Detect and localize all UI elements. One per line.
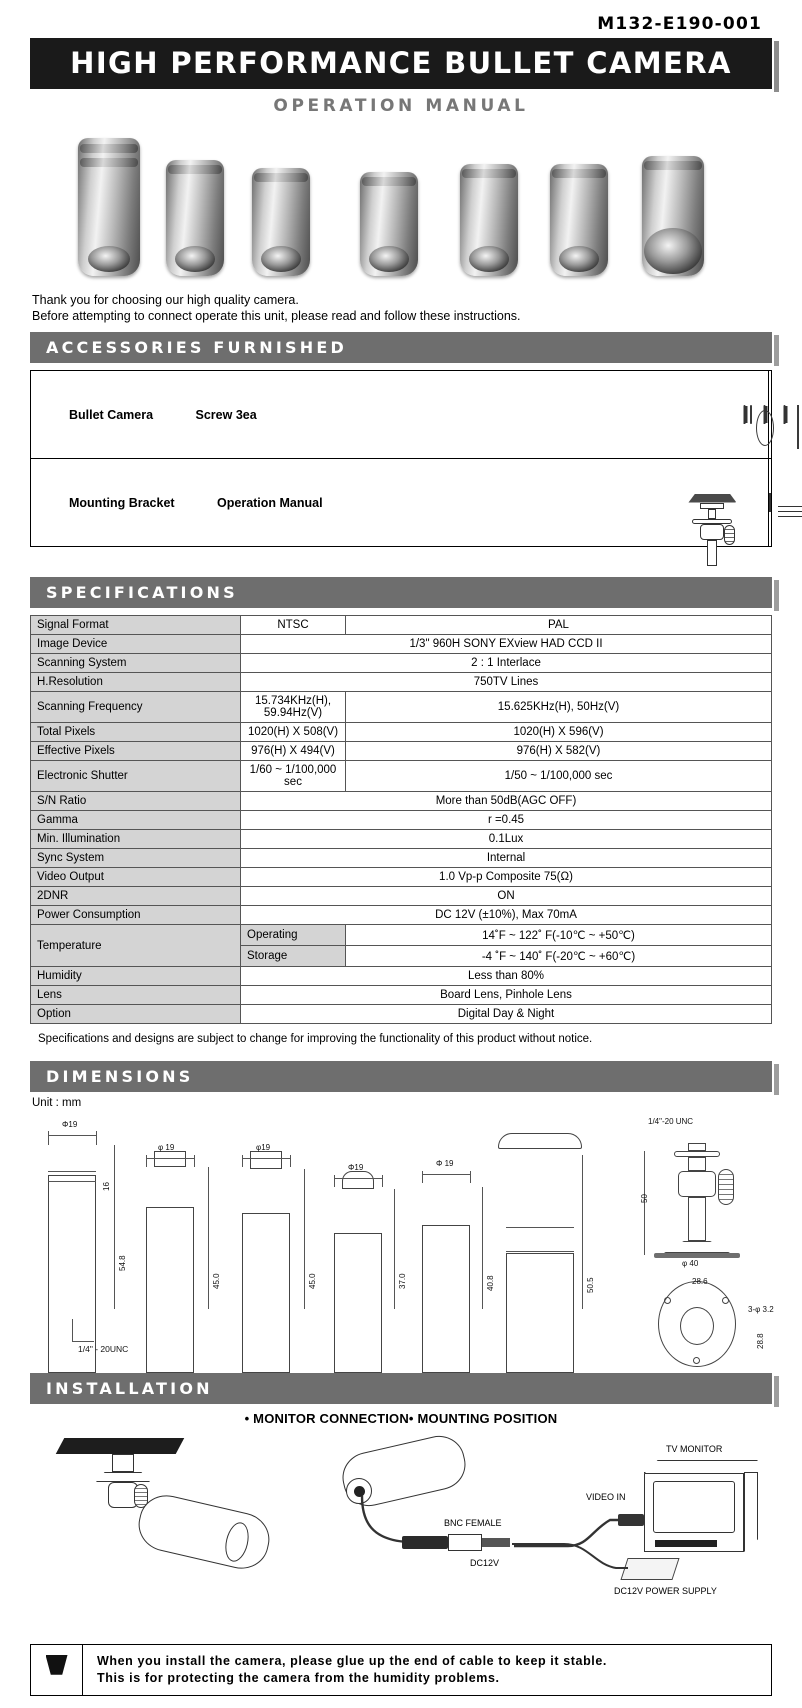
- product-photo-row: [30, 124, 772, 284]
- spec-value-pal: 976(H) X 582(V): [346, 742, 772, 761]
- spec-value: Internal: [241, 849, 772, 868]
- accessory-cell-mounting-bracket: [31, 459, 769, 547]
- table-row: [31, 868, 772, 887]
- spec-key: Lens: [31, 986, 241, 1005]
- monitor-screen: [653, 1481, 735, 1533]
- table-row: [31, 887, 772, 906]
- warning-text: [83, 1645, 607, 1695]
- operation-manual-icon: [769, 494, 771, 512]
- spec-key: S/N Ratio: [31, 792, 241, 811]
- table-row: [31, 654, 772, 673]
- camera-photo-4: [360, 172, 418, 276]
- dim-camera-2: [146, 1207, 194, 1373]
- spec-value-ntsc: 1020(H) X 508(V): [241, 723, 346, 742]
- warning-icon: [31, 1645, 83, 1695]
- intro-line-1: Thank you for choosing our high quality camera.: [32, 293, 299, 307]
- label-power-supply: DC12V POWER SUPPLY: [614, 1586, 717, 1596]
- table-row: [31, 792, 772, 811]
- spec-key: 2DNR: [31, 887, 241, 906]
- table-row-temperature-operating: [31, 925, 772, 946]
- table-row: [31, 967, 772, 986]
- dim-thread-label: 1/4" - 20UNC: [78, 1344, 129, 1354]
- spec-value: More than 50dB(AGC OFF): [241, 792, 772, 811]
- spec-value-ntsc: 1/60 ~ 1/100,000 sec: [241, 761, 346, 792]
- spec-key: Gamma: [31, 811, 241, 830]
- dim-diameter-2: φ 19: [158, 1143, 175, 1152]
- spec-value-ntsc: 15.734KHz(H), 59.94Hz(V): [241, 692, 346, 723]
- spec-key: Option: [31, 1005, 241, 1024]
- dim-diameter-4: Φ19: [348, 1163, 364, 1172]
- monitor-controls: [655, 1540, 717, 1547]
- spec-key: Effective Pixels: [31, 742, 241, 761]
- dim-bracket-hole-offset: 28.8: [756, 1333, 765, 1349]
- dim-bracket-hole-span: 28.6: [692, 1277, 708, 1286]
- power-cable: [512, 1542, 630, 1582]
- spec-value: 750TV Lines: [241, 673, 772, 692]
- warning-line-2: This is for protecting the camera from the humidity problems.: [97, 1671, 500, 1685]
- dimensions-drawing: [30, 1111, 772, 1373]
- dim-height-6: 50.5: [586, 1277, 595, 1293]
- exclamation-icon: [46, 1655, 68, 1685]
- table-row: [31, 1005, 772, 1024]
- specifications-table: [30, 615, 772, 1024]
- table-row: [31, 459, 772, 547]
- dim-height-3: 45.0: [308, 1273, 317, 1289]
- label-dc12v: DC12V: [470, 1558, 500, 1568]
- dim-bracket-hole-spec: 3-φ 3.2: [748, 1305, 774, 1314]
- page-subtitle: OPERATION MANUAL: [273, 96, 529, 116]
- dim-camera-6: [506, 1253, 574, 1373]
- accessory-cell-manual: [769, 459, 772, 547]
- spec-key: Humidity: [31, 967, 241, 986]
- table-row: [31, 692, 772, 723]
- dim-diameter-3: φ19: [256, 1143, 271, 1152]
- spec-key: Video Output: [31, 868, 241, 887]
- spec-key: Min. Illumination: [31, 830, 241, 849]
- dim-height-1: 54.8: [118, 1255, 127, 1271]
- dim-camera-5: [422, 1225, 470, 1373]
- accessory-label-operation-manual: Operation Manual: [217, 495, 323, 510]
- table-row: [31, 616, 772, 635]
- spec-value: 1/3" 960H SONY EXview HAD CCD II: [241, 635, 772, 654]
- ceiling-plate: [56, 1438, 185, 1454]
- spec-value-operating: 14˚F ~ 122˚ F(-10℃ ~ +50℃): [346, 925, 772, 946]
- intro-line-2: Before attempting to connect operate this unit, please read and follow these instructions.: [32, 309, 521, 323]
- spec-subkey-operating: Operating: [241, 925, 346, 946]
- spec-value: 1.0 Vp-p Composite 75(Ω): [241, 868, 772, 887]
- mount-flange: [96, 1472, 150, 1482]
- table-row: [31, 986, 772, 1005]
- dimensions-unit: Unit : mm: [32, 1097, 82, 1109]
- table-row: [31, 723, 772, 742]
- dim-height-2: 45.0: [212, 1273, 221, 1289]
- spec-key: Power Consumption: [31, 906, 241, 925]
- spec-value: DC 12V (±10%), Max 70mA: [241, 906, 772, 925]
- bnc-connector-female: [448, 1534, 482, 1551]
- table-row: [31, 635, 772, 654]
- bnc-barrel: [482, 1538, 510, 1547]
- table-row: [31, 673, 772, 692]
- spec-value-storage: -4 ˚F ~ 140˚ F(-20℃ ~ +60℃): [346, 946, 772, 967]
- spec-value: Less than 80%: [241, 967, 772, 986]
- dim-camera-4: [334, 1233, 382, 1373]
- screws-icon: [744, 406, 797, 424]
- table-row: [31, 371, 772, 459]
- camera-photo-7: [642, 156, 704, 276]
- camera-photo-2: [166, 160, 224, 276]
- table-row: [31, 906, 772, 925]
- spec-value: ON: [241, 887, 772, 906]
- label-video-in: VIDEO IN: [586, 1492, 626, 1502]
- dim-sub-1: 16: [102, 1182, 111, 1191]
- camera-photo-6: [550, 164, 608, 276]
- spec-value: Digital Day & Night: [241, 1005, 772, 1024]
- section-header-specifications: SPECIFICATIONS: [30, 577, 772, 608]
- table-row: [31, 742, 772, 761]
- dim-cap-3: [250, 1151, 282, 1169]
- section-header-dimensions: DIMENSIONS: [30, 1061, 772, 1092]
- camera-photo-3: [252, 168, 310, 276]
- dim-diameter-1: Φ19: [62, 1120, 78, 1129]
- accessory-cell-screws: [769, 371, 772, 459]
- table-row: [31, 761, 772, 792]
- label-tv-monitor: TV MONITOR: [666, 1444, 723, 1454]
- spec-key: Electronic Shutter: [31, 761, 241, 792]
- warning-line-1: When you install the camera, please glue up the end of cable to keep it stable.: [97, 1654, 608, 1668]
- section-header-installation: INSTALLATION: [30, 1373, 772, 1404]
- spec-value-ntsc: 976(H) X 494(V): [241, 742, 346, 761]
- heading-mounting-position: • MOUNTING POSITION: [408, 1411, 558, 1426]
- spec-body: [31, 616, 772, 1024]
- bnc-connector-male: [402, 1536, 448, 1549]
- installation-headings: [30, 1404, 772, 1430]
- spec-key-temperature: Temperature: [31, 925, 241, 967]
- dim-height-5: 40.8: [486, 1275, 495, 1291]
- spec-key: Signal Format: [31, 616, 241, 635]
- warning-box: [30, 1644, 772, 1696]
- spec-key: Image Device: [31, 635, 241, 654]
- monitor-side: [744, 1472, 758, 1552]
- spec-key: Scanning System: [31, 654, 241, 673]
- dim-bracket-height: 50: [640, 1194, 649, 1203]
- table-row: [31, 830, 772, 849]
- spec-key: Total Pixels: [31, 723, 241, 742]
- accessories-table: [30, 370, 772, 547]
- dim-camera-3: [242, 1213, 290, 1373]
- dim-diameter-5: Φ 19: [436, 1159, 454, 1168]
- spec-value-ntsc: NTSC: [241, 616, 346, 635]
- accessory-label-bullet-camera: Bullet Camera: [69, 407, 154, 422]
- dim-cap-2: [154, 1151, 186, 1167]
- video-in-plug: [618, 1514, 644, 1526]
- dim-dome-4: [342, 1171, 374, 1189]
- spec-value: Board Lens, Pinhole Lens: [241, 986, 772, 1005]
- heading-monitor-connection: • MONITOR CONNECTION: [244, 1411, 409, 1426]
- document-code: M132-E190-001: [597, 14, 762, 34]
- dim-bracket-thread: 1/4"-20 UNC: [648, 1117, 694, 1126]
- specifications-note: Specifications and designs are subject to change for improving the functionality of this product without notice.: [38, 1033, 593, 1045]
- label-bnc-female: BNC FEMALE: [444, 1518, 502, 1528]
- spec-value-pal: 1/50 ~ 1/100,000 sec: [346, 761, 772, 792]
- tv-monitor: [644, 1472, 744, 1552]
- section-header-accessories: ACCESSORIES FURNISHED: [30, 332, 772, 363]
- monitor-top: [644, 1460, 758, 1474]
- spec-key: Scanning Frequency: [31, 692, 241, 723]
- spec-value-pal: 15.625KHz(H), 50Hz(V): [346, 692, 772, 723]
- installed-camera: [133, 1490, 274, 1574]
- accessory-label-screw: Screw 3ea: [195, 407, 257, 422]
- camera-photo-1: [78, 138, 140, 276]
- spec-value: r =0.45: [241, 811, 772, 830]
- spec-value-pal: PAL: [346, 616, 772, 635]
- accessory-label-mounting-bracket: Mounting Bracket: [69, 495, 175, 510]
- spec-value: 2 : 1 Interlace: [241, 654, 772, 673]
- spec-key: Sync System: [31, 849, 241, 868]
- camera-photo-5: [460, 164, 518, 276]
- dim-dome-6: [498, 1133, 582, 1149]
- spec-key: H.Resolution: [31, 673, 241, 692]
- dim-bracket-base-diameter: φ 40: [682, 1259, 699, 1268]
- spec-value: 0.1Lux: [241, 830, 772, 849]
- table-row: [31, 849, 772, 868]
- spec-value-pal: 1020(H) X 596(V): [346, 723, 772, 742]
- page-title: HIGH PERFORMANCE BULLET CAMERA: [30, 38, 772, 89]
- mount-stem: [112, 1454, 134, 1472]
- table-row: [31, 811, 772, 830]
- installation-diagram: [30, 1430, 772, 1640]
- intro-text: [30, 290, 772, 332]
- spec-subkey-storage: Storage: [241, 946, 346, 967]
- accessory-cell-bullet-camera: [31, 371, 769, 459]
- dim-height-4: 37.0: [398, 1273, 407, 1289]
